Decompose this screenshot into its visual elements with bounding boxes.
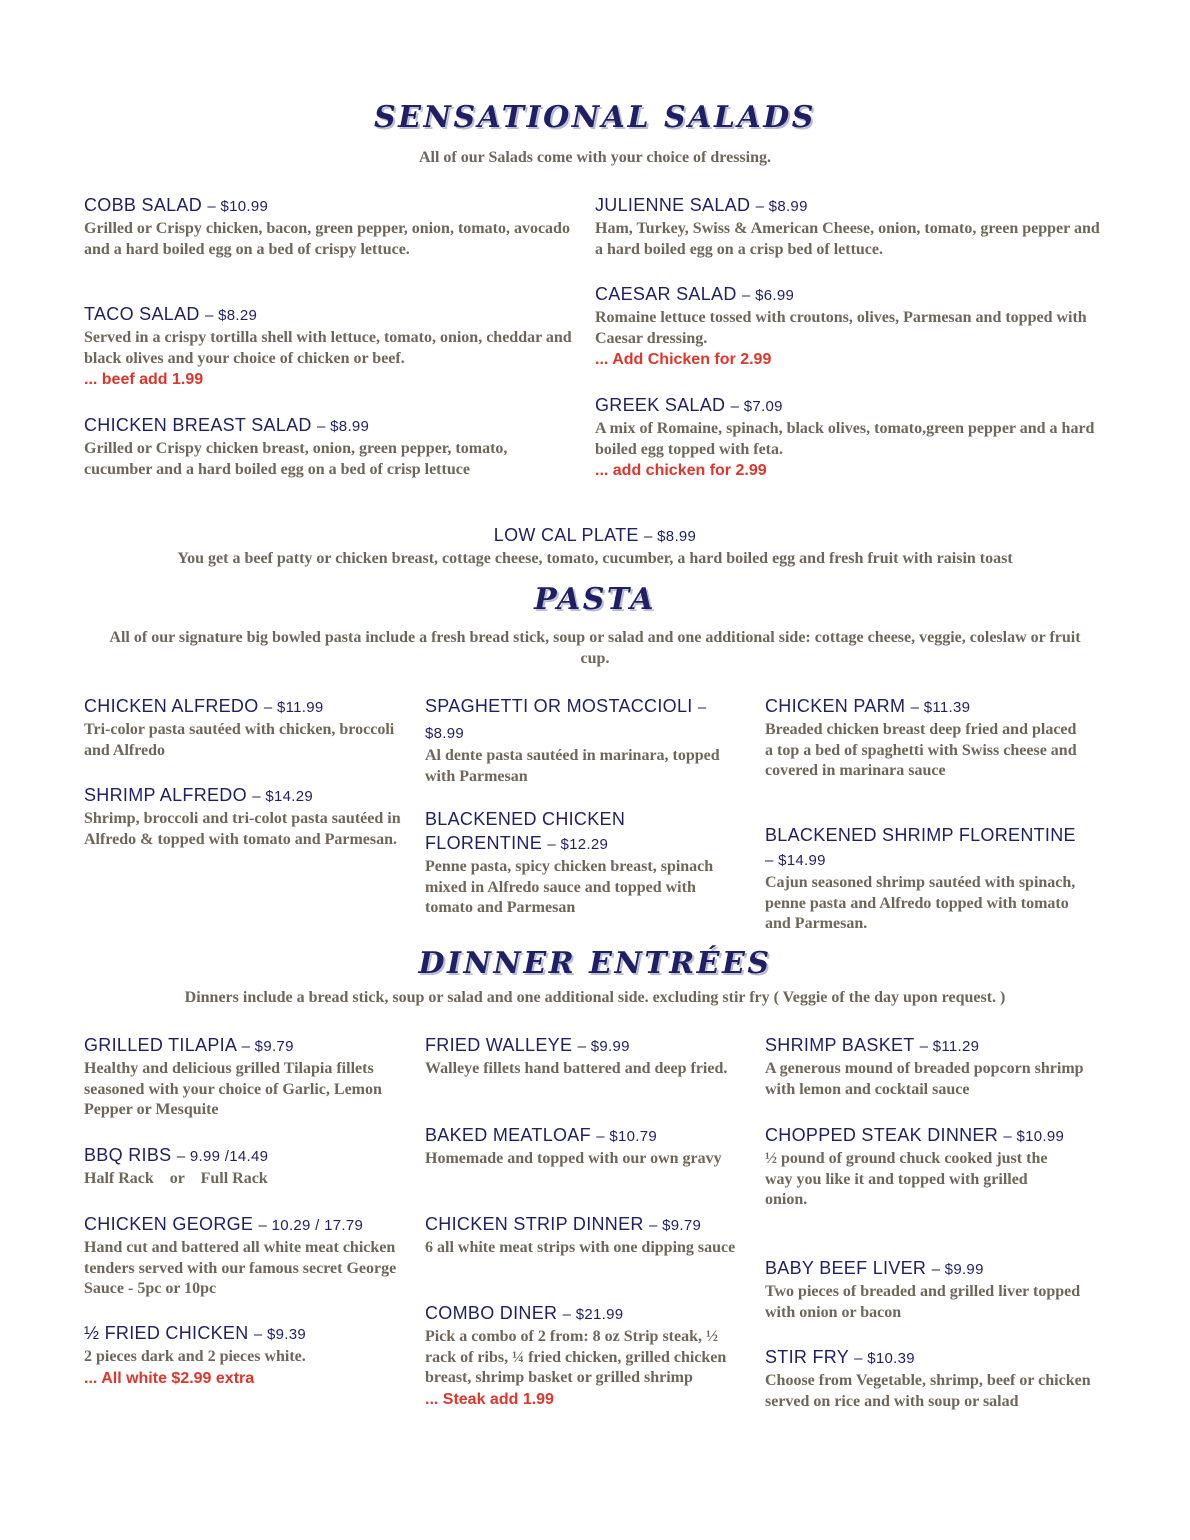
dinner-subtitle: Dinners include a bread stick, soup or salad and one additional side. excluding stir fry ( Veggie of the day upon request. )	[184, 989, 1006, 1006]
item-name: ½ FRIED CHICKEN	[84, 1323, 249, 1343]
menu-item-shrimp-alfredo	[84, 783, 404, 850]
item-name: BLACKENED CHICKEN FLORENTINE	[425, 809, 626, 853]
item-name: GRILLED TILAPIA	[84, 1035, 237, 1055]
item-description: Pick a combo of 2 from: 8 oz Strip steak, ½ rack of ribs, ¼ fried chicken, grilled chicken breast, shrimp basket or grilled shrimp	[425, 1328, 727, 1386]
item-description: Grilled or Crispy chicken breast, onion, green pepper, tomato, cucumber and a hard boiled egg on a bed of crisp lettuce	[84, 440, 508, 478]
menu-item-chicken-alfredo	[84, 694, 404, 761]
menu-item-chicken-breast-salad	[84, 413, 574, 480]
item-price: – $10.99	[1003, 1128, 1065, 1145]
item-description: Half Rack or Full Rack	[84, 1170, 268, 1187]
pasta-title: PASTA	[534, 582, 656, 617]
dinner-title: DINNER ENTRÉES	[418, 946, 772, 981]
item-description: Two pieces of breaded and grilled liver topped with onion or bacon	[765, 1283, 1081, 1321]
item-addon-note: ... Add Chicken for 2.99	[595, 351, 772, 368]
menu-item-caesar-salad	[595, 282, 1100, 370]
item-name: FRIED WALLEYE	[425, 1035, 573, 1055]
item-name: BABY BEEF LIVER	[765, 1258, 927, 1278]
menu-item-chopped-steak-dinner	[765, 1123, 1065, 1211]
item-description: Breaded chicken breast deep fried and placed a top a bed of spaghetti with Swiss cheese and covered in marinara sauce	[765, 721, 1077, 779]
item-price: – $9.79	[649, 1217, 702, 1234]
item-price: – $10.99	[207, 198, 269, 215]
item-price: – $8.29	[205, 307, 258, 324]
item-description: A generous mound of breaded popcorn shrimp with lemon and cocktail sauce	[765, 1060, 1084, 1098]
item-price: – $10.39	[854, 1350, 915, 1367]
item-name: CHICKEN BREAST SALAD	[84, 415, 312, 435]
item-price: – $11.39	[910, 699, 971, 716]
item-name: CHOPPED STEAK DINNER	[765, 1125, 999, 1145]
item-description: Romaine lettuce tossed with croutons, olives, Parmesan and topped with Caesar dressing.	[595, 309, 1087, 347]
item-name: CHICKEN STRIP DINNER	[425, 1214, 644, 1234]
item-name: SHRIMP BASKET	[765, 1035, 915, 1055]
item-name: LOW CAL PLATE	[493, 525, 639, 545]
item-description: Ham, Turkey, Swiss & American Cheese, onion, tomato, green pepper and a hard boiled egg on a crisp bed of lettuce.	[595, 220, 1100, 258]
menu-item-fried-walleye	[425, 1033, 750, 1080]
menu-item-blackened-chicken-florentine	[425, 807, 725, 919]
menu-item-bbq-ribs	[84, 1143, 409, 1190]
item-description: Walleye fillets hand battered and deep fried.	[425, 1060, 728, 1077]
menu-item-blackened-shrimp-florentine	[765, 823, 1085, 935]
item-name: TACO SALAD	[84, 304, 200, 324]
item-name: BAKED MEATLOAF	[425, 1125, 591, 1145]
menu-item-half-fried-chicken	[84, 1321, 409, 1389]
menu-item-baked-meatloaf	[425, 1123, 750, 1170]
item-name: GREEK SALAD	[595, 395, 726, 415]
item-price: – $12.29	[547, 836, 609, 853]
item-addon-note: ... add chicken for 2.99	[595, 462, 767, 479]
item-price: – $14.29	[252, 788, 314, 805]
menu-item-spaghetti-or-mostaccioli	[425, 694, 725, 787]
menu-item-cobb-salad	[84, 193, 574, 260]
item-name: CHICKEN PARM	[765, 696, 906, 716]
item-description: A mix of Romaine, spinach, black olives, tomato,green pepper and a hard boiled egg topped with feta.	[595, 420, 1095, 458]
item-name: COMBO DINER	[425, 1303, 558, 1323]
menu-item-taco-salad	[84, 302, 574, 390]
item-description: Penne pasta, spicy chicken breast, spinach mixed in Alfredo sauce and topped with tomato and Parmesan	[425, 858, 714, 916]
item-name: COBB SALAD	[84, 195, 203, 215]
item-price: – $21.99	[562, 1306, 624, 1323]
salads-subtitle: All of our Salads come with your choice of dressing.	[418, 149, 771, 166]
item-price: – $9.99	[931, 1261, 984, 1278]
item-addon-note: ... beef add 1.99	[84, 371, 204, 388]
item-price: – $9.99	[577, 1038, 630, 1055]
item-description: Shrimp, broccoli and tri-colot pasta sautéed in Alfredo & topped with tomato and Parmesan.	[84, 810, 401, 848]
item-description: 2 pieces dark and 2 pieces white.	[84, 1348, 306, 1365]
menu-item-chicken-parm	[765, 694, 1085, 782]
item-price: – $9.39	[253, 1326, 306, 1343]
item-description: Homemade and topped with our own gravy	[425, 1150, 722, 1167]
item-description: Cajun seasoned shrimp sautéed with spinach, penne pasta and Alfredo topped with tomato and Parmesan.	[765, 874, 1076, 932]
item-addon-note: ... All white $2.99 extra	[84, 1369, 255, 1387]
item-price: – 10.29 / 17.79	[258, 1217, 364, 1234]
item-description: You get a beef patty or chicken breast, cottage cheese, tomato, cucumber, a hard boiled egg and fresh fruit with raisin toast	[177, 550, 1013, 567]
menu-item-chicken-george	[84, 1212, 409, 1300]
item-price: – $8.99	[317, 418, 370, 435]
salads-title: SENSATIONAL SALADS	[374, 100, 816, 135]
item-price: – $8.99	[755, 198, 808, 215]
item-description: Choose from Vegetable, shrimp, beef or chicken served on rice and with soup or salad	[765, 1372, 1091, 1410]
menu-item-grilled-tilapia	[84, 1033, 409, 1121]
item-description: Tri-color pasta sautéed with chicken, broccoli and Alfredo	[84, 721, 395, 759]
item-price: – $7.09	[730, 398, 783, 415]
item-price: – $14.99	[765, 852, 826, 869]
menu-item-combo-diner	[425, 1301, 750, 1410]
item-name: BBQ RIBS	[84, 1145, 172, 1165]
item-price: – $11.29	[919, 1038, 980, 1055]
item-description: 6 all white meat strips with one dipping sauce	[425, 1239, 736, 1256]
item-price: – $11.99	[263, 699, 324, 716]
menu-item-chicken-strip-dinner	[425, 1212, 750, 1259]
item-description: ½ pound of ground chuck cooked just the way you like it and topped with grilled onion.	[765, 1150, 1048, 1208]
item-price: – $6.99	[741, 287, 795, 304]
item-name: SPAGHETTI OR MOSTACCIOLI	[425, 696, 693, 716]
pasta-subtitle: All of our signature big bowled pasta include a fresh bread stick, soup or salad and one additional side: cottage cheese, veggie, coleslaw or fruit cup.	[109, 629, 1081, 667]
menu-item-baby-beef-liver	[765, 1256, 1095, 1323]
menu-item-shrimp-basket	[765, 1033, 1095, 1100]
item-description: Healthy and delicious grilled Tilapia fillets seasoned with your choice of Garlic, Lemon Pepper or Mesquite	[84, 1060, 382, 1118]
menu-item-greek-salad	[595, 393, 1100, 481]
item-name: BLACKENED SHRIMP FLORENTINE	[765, 825, 1076, 845]
item-price: – $8.99	[425, 699, 707, 742]
menu-item-stir-fry	[765, 1345, 1095, 1412]
item-description: Served in a crispy tortilla shell with lettuce, tomato, onion, cheddar and black olives and your choice of chicken or beef.	[84, 329, 572, 367]
menu-item-low-cal-plate	[40, 523, 1150, 570]
item-price: – 9.99 /14.49	[176, 1148, 269, 1165]
menu-item-julienne-salad	[595, 193, 1100, 260]
item-price: – $9.79	[241, 1038, 294, 1055]
item-name: SHRIMP ALFREDO	[84, 785, 247, 805]
item-price: – $8.99	[644, 528, 697, 545]
item-name: CHICKEN ALFREDO	[84, 696, 259, 716]
item-description: Al dente pasta sautéed in marinara, topped with Parmesan	[425, 747, 720, 785]
item-name: STIR FRY	[765, 1347, 849, 1367]
item-name: CAESAR SALAD	[595, 284, 737, 304]
item-name: CHICKEN GEORGE	[84, 1214, 254, 1234]
item-description: Hand cut and battered all white meat chicken tenders served with our famous secret George Sauce - 5pc or 10pc	[84, 1239, 397, 1297]
item-description: Grilled or Crispy chicken, bacon, green pepper, onion, tomato, avocado and a hard boiled egg on a bed of crispy lettuce.	[84, 220, 570, 258]
item-name: JULIENNE SALAD	[595, 195, 751, 215]
item-price: – $10.79	[596, 1128, 658, 1145]
item-addon-note: ... Steak add 1.99	[425, 1390, 554, 1408]
